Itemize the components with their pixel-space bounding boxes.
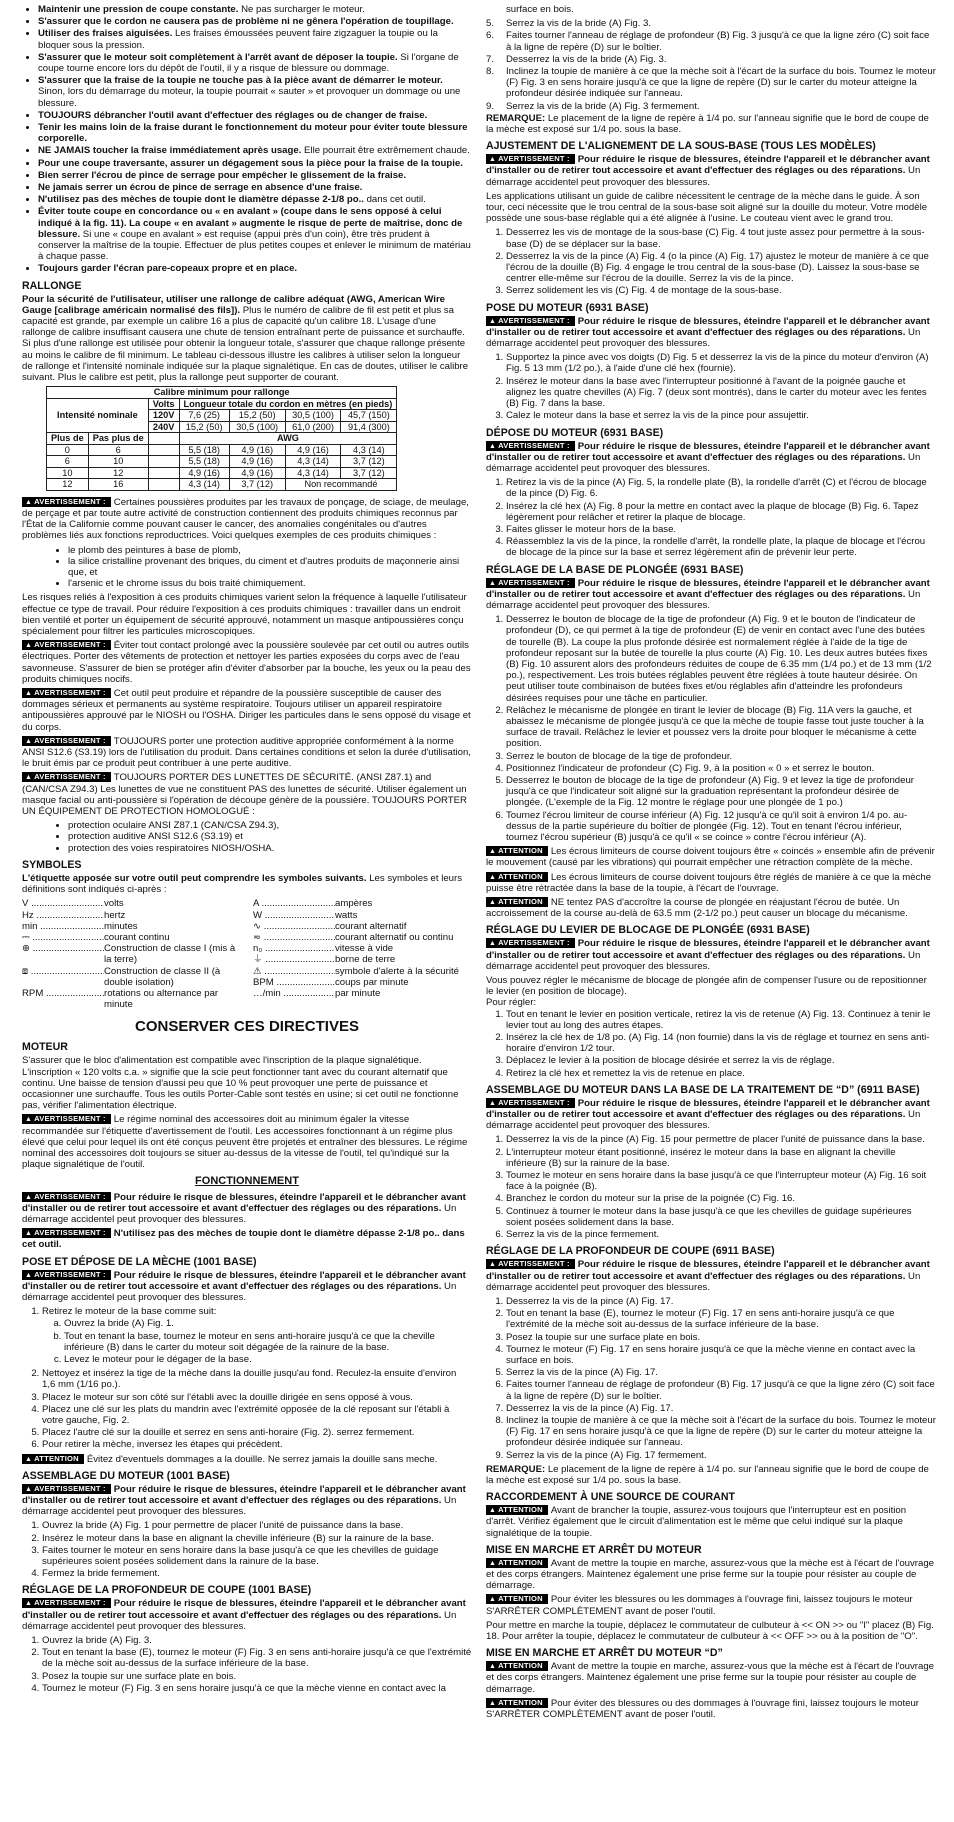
plunge-stroke-attention: ▲ ATTENTION NE tentez PAS d'accroître la course de plongée en réajustant l'écrou de butée. Un accroissement de la course au-delà de 63.5 mm (2-1/2 po.) peut causer un blocage du mécanisme. [486, 897, 908, 920]
list-item: 1. Ouvrez la bride (A) Fig. 3. [42, 1635, 472, 1646]
attention-badge: ▲ ATTENTION [22, 1454, 84, 1464]
assemblage-steps [22, 1520, 472, 1579]
conserver-heading: CONSERVER CES DIRECTIVES [135, 1018, 359, 1036]
unplug-warning: ▲ AVERTISSEMENT : Pour réduire le risque de blessures, éteindre l'appareil et le débrancher avant d'installer ou de retirer tout accessoire et avant d'effectuer des réglages ou des réparations. Un démarrage accidentel peut provoquer des blessures. [486, 440, 930, 474]
warning-badge: ▲ AVERTISSEMENT : [22, 1270, 111, 1280]
unplug-warning: ▲ AVERTISSEMENT : Pour réduire le risque de blessures, éteindre l'appareil et le débrancher avant d'installer ou de retirer tout accessoire et avant d'effectuer des réglages ou des réparations. Un démarrage accidentel peut provoquer des blessures. [486, 577, 930, 611]
profondeur-steps-cont [486, 18, 936, 112]
cancer-warning: ▲ AVERTISSEMENT : Certaines poussières produites par les travaux de ponçage, de sciage, de meulage, de perçage et par toute autre activité de construction contiennent des produits chimiques reconnus par l'État de la Californie comme pouvant causer le cancer, des anomalies congénitales ou d'autres problèmes liés aux fonctions reproductrices. Voici quelques exemples de ces produits chimiques : [22, 496, 469, 542]
warning-badge: ▲ AVERTISSEMENT : [22, 1192, 111, 1202]
unplug-warning: ▲ AVERTISSEMENT : Pour réduire le risque de blessures, éteindre l'appareil et le débrancher avant d'installer ou de retirer tout accessoire et avant d'effectuer des réglages ou des réparations. Un démarrage accidentel peut provoquer des blessures. [486, 315, 930, 350]
list-item: 5. Serrez la vis de la pince (A) Fig. 17. [506, 1367, 936, 1378]
raccordement-attention: ▲ ATTENTION Avant de brancher la toupie, assurez-vous toujours que l'interrupteur est en position d'arrêt. Vérifiez également que le circuit d'alimentation est le même que celui indiqué sur la plaque signalétique de la toupie. [486, 1505, 907, 1539]
warning-badge: ▲ AVERTISSEMENT : [22, 497, 111, 507]
remarque-2: REMARQUE: Le placement de la ligne de repère à 1/4 po. sur l'anneau signifie que le bord de coupe de la mèche est exposé sur 1/4 po. sous la base. [486, 1463, 929, 1486]
ajustement-steps [486, 227, 936, 296]
list-item: 3. Serrez solidement les vis (C) Fig. 4 de montage de la sous-base. [506, 285, 936, 296]
list-item: 7. Desserrez la vis de la bride (A) Fig. 3. [486, 53, 667, 65]
list-item: • la silice cristalline provenant des briques, du ciment et d'autres produits de maçonnerie ainsi que, et [68, 556, 472, 578]
chemicals-list [22, 545, 472, 590]
list-item: 4. Réassemblez la vis de la pince, la rondelle d'arrêt, la rondelle plate, la plaque de blocage et l'écrou de blocage de la pince sur la base et serrez légèrement afin de prévenir leur perte. [506, 536, 936, 558]
list-item: 5. Desserrez le bouton de blocage de la tige de profondeur (A) Fig. 9 et levez la tige de profondeur jusqu'à ce que l'indicateur soit aligné sur la graduation représentant la profondeur désirée de plongée. (L'exemple de la Fig. 12 montre le réglage pour une plongée de 1 po.) [506, 775, 936, 809]
warning-badge: ▲ AVERTISSEMENT : [22, 772, 111, 782]
marche-d-heading: MISE EN MARCHE ET ARRÊT DU MOTEUR “D” [486, 1647, 723, 1660]
list-item: • S'assurer que le cordon ne causera pas de problème ni ne gênera l'opération de toupillage. [38, 16, 472, 27]
list-item: 7. Desserrez la vis de la pince (A) Fig. 17. [506, 1403, 936, 1414]
warning-badge: ▲ AVERTISSEMENT : [486, 578, 575, 588]
warning-badge: ▲ AVERTISSEMENT : [486, 938, 575, 948]
list-item: • protection des voies respiratoires NIOSH/OSHA. [68, 843, 472, 854]
list-item: 8. Inclinez la toupie de manière à ce que la mèche soit à l'écart de la surface du bois. Tournez le moteur (F) Fig. 17 en sens horaire jusqu'à ce que la ligne de repère (D) sur le carter du moteur atteigne la profondeur désirée indiquée sur l'anneau. [506, 1415, 936, 1449]
levier-heading: RÉGLAGE DU LEVIER DE BLOCAGE DE PLONGÉE (6931 BASE) [486, 924, 810, 937]
list-item: 2. Tout en tenant la base (E), tournez le moteur (F) Fig. 3 en sens anti-horaire jusqu'à ce que l'extrémité de la mèche soit au-dessus de la surface inférieure de la base. [42, 1647, 472, 1669]
safety-bullets [22, 4, 472, 275]
douille-attention: ▲ ATTENTION Évitez d'eventuels dommages a la douille. Ne serrez jamais la douille sans meche. [22, 1454, 472, 1465]
unplug-warning: ▲ AVERTISSEMENT : Pour réduire le risque de blessures, éteindre l'appareil et le débrancher avant d'installer ou de retirer tout accessoire et avant d'effectuer des réglages ou des réparations. Un démarrage accidentel peut provoquer des blessures. [486, 938, 930, 972]
attention-badge: ▲ ATTENTION [486, 1698, 548, 1708]
list-item: 2. Tout en tenant la base (E), tournez le moteur (F) Fig. 17 en sens anti-horaire jusqu'à ce que l'extrémité de la mèche soit au-dessus de la surface inférieure de la base. [506, 1308, 936, 1330]
warning-badge: ▲ AVERTISSEMENT : [22, 736, 111, 746]
attention-badge: ▲ ATTENTION [486, 1505, 548, 1515]
profondeur-steps [22, 1635, 472, 1694]
list-item: 6. Tournez l'écrou limiteur de course inférieur (A) Fig. 12 jusqu'à ce qu'il soit à environ 1/4 po. au-dessus de la partie supérieure du boîtier de plongée (Fig. 12). Tout en tenant l'écrou inférieur, tournez l'écrou supérieur (B) jusqu'à ce qu'il « se coince » contre l'écrou inférieur (A). [506, 810, 936, 844]
plongee-heading: RÉGLAGE DE LA BASE DE PLONGÉE (6931 BASE) [486, 563, 744, 576]
list-item: 5. Placez l'autre clé sur la douille et serrez en sens anti-horaire (Fig. 2). serrez fermement. [42, 1427, 472, 1438]
symbol-row: ≂ ..... courant alternatif ou continu [253, 932, 472, 943]
risk-paragraph: Les risques reliés à l'exposition à ces produits chimiques varient selon la fréquence à laquelle l'utilisateur effectue ce type de travail. Pour réduire l'exposition à ces produits chimiques : travailler dans un endroit bien ventilé et porter un équipement de sécurité approuvé, notamment un masque antipoussières conçu spécialement pour filtrer les particules microscopiques. [22, 592, 467, 638]
list-item: • N'utilisez pas des mèches de toupie dont le diamètre dépasse 2-1/8 po.. dans cet outil. [38, 194, 472, 205]
left-column [22, 4, 472, 1818]
list-item: 1. Desserrez les vis de montage de la sous-base (C) Fig. 4 tout juste assez pour permettre à la sous-base (D) de se déplacer sur la base. [506, 227, 936, 249]
list-item: • Utiliser des fraises aiguisées. Les fraises émoussées peuvent faire zigzaguer la toupie ou la bloquer sous la pression. [38, 28, 472, 50]
marche-d-attention-2: ▲ ATTENTION Pour éviter des blessures ou des dommages à l'ouvrage fini, laissez toujours le moteur S'ARRÊTER COMPLÈTEMENT avant de poser l'outil. [486, 1697, 920, 1720]
list-item: 2. Desserrez la vis de la pince (A) Fig. 4 (o la pince (A) Fig. 17) ajustez le moteur de manière à ce que l'écrou de la douille (B) Fig. 4 engage le trou central de la sous-base (D). Laissez la sous-base se centrer elle-même sur l'écrou de la douille. Serrez la vis de la pince. [506, 251, 936, 285]
list-item: b. Tout en tenant la base, tournez le moteur en sens anti-horaire jusqu'à ce que la cheville inférieure (B) dans le carter du moteur soit dégagée de la rainure de la base. [64, 1331, 472, 1353]
list-item: • S'assurer que le moteur soit complètement à l'arrêt avant de déposer la toupie. Si l'organe de coupe tourne encore lors du dépôt de l'outil, il y a risque de blessure ou dommage. [38, 52, 472, 74]
depose-moteur-heading: DÉPOSE DU MOTEUR (6931 BASE) [486, 426, 664, 439]
moteur-paragraph: S'assurer que le bloc d'alimentation est compatible avec l'inscription de la plaque signalétique. L'inscription « 120 volts c.a. » signifie que la scie peut fonctionner tant avec du courant alternatif que continu. Une baisse de tension d'aussi peu que 10 % peut provoquer une perte de puissance et occasionner une surchauffe. Tous les outils Porter-Cable sont testés en usine; si cet outil ne fonctionne pas, vérifier l'alimentation électrique. [22, 1055, 459, 1112]
list-item: 3. Calez le moteur dans la base et serrez la vis de la pince pour assujettir. [506, 410, 936, 421]
list-item: 6. Faites tourner l'anneau de réglage de profondeur (B) Fig. 3 jusqu'à ce que la ligne zéro (C) soit face à la ligne de repère (D) sur le boîtier. [486, 30, 930, 53]
list-item: • l'arsenic et le chrome issus du bois traité chimiquement. [68, 578, 472, 589]
symbol-row: n₀ ..... vitesse à vide [253, 943, 472, 954]
warning-badge: ▲ AVERTISSEMENT : [22, 1114, 111, 1124]
bit-diameter-warning: ▲ AVERTISSEMENT : N'utilisez pas des mèches de toupie dont le diamètre dépasse 2-1/8 po.. dans cet outil. [22, 1228, 465, 1251]
pour-regler: Pour régler: [486, 997, 537, 1009]
list-item: 2. L'interrupteur moteur étant positionné, insérez le moteur dans la base en alignant la cheville inférieure (B) sur la rainure de la base. [506, 1147, 936, 1169]
unplug-warning: ▲ AVERTISSEMENT : Pour réduire le risque de blessures, éteindre l'appareil et le débrancher avant d'installer ou de retirer tout accessoire et avant d'effectuer des réglages ou des réparations. Un démarrage accidentel peut provoquer des blessures. [486, 1097, 930, 1132]
marche-d-attention: ▲ ATTENTION Avant de mettre la toupie en marche, assurez-vous que la mèche est à l'écart de l'ouvrage et des corps étrangers. Maintenez également une prise ferme sur la toupie pour résister au couple de démarrage. [486, 1661, 935, 1695]
pose-steps-rest [22, 1368, 472, 1450]
eye-warning: ▲ AVERTISSEMENT : TOUJOURS PORTER DES LUNETTES DE SÉCURITÉ. (ANSI Z87.1) and (CAN/CSA Z94.3) Les lunettes de vue ne constituent PAS des lunettes de sécurité. Utiliser également un masque facial ou anti-poussière si l'opération de découpe génère de la poussière. TOUJOURS PORTER UN ÉQUIPEMENT DE PROTECTION HOMOLOGUÉ : [22, 772, 467, 818]
attention-badge: ▲ ATTENTION [486, 846, 548, 856]
warning-badge: ▲ AVERTISSEMENT : [486, 441, 575, 451]
list-item: 4. Fermez la bride fermement. [42, 1568, 472, 1579]
fonctionnement-heading: FONCTIONNEMENT [195, 1175, 299, 1188]
attention-badge: ▲ ATTENTION [486, 897, 548, 907]
list-item: 5. Serrez la vis de la bride (A) Fig. 3. [486, 18, 652, 30]
table-row: 0 6 5,5 (18) 4,9 (16) 4,9 (16) 4,3 (14) [47, 444, 397, 456]
respiratory-warning: ▲ AVERTISSEMENT : Cet outil peut produire et répandre de la poussière susceptible de causer des dommages sérieux et permanents au système respiratoire. Toujours utiliser un appareil respiratoire antipoussières approuvé par le NIOSH ou l'OSHA. Diriger les particules dans le sens opposé du visage et du corps. [22, 688, 471, 733]
list-item: 1. Retirez la vis de la pince (A) Fig. 5, la rondelle plate (B), la rondelle d'arrêt (C) et l'écrou de blocage de la pince (D) Fig. 6. [506, 477, 936, 499]
list-item: 1. Supportez la pince avec vos doigts (D) Fig. 5 et desserrez la vis de la pince du moteur d'environ (A) Fig. 5 13 mm (1/2 po.), à l'aide d'une clé hex (fournie). [506, 352, 936, 374]
levier-paragraph: Vous pouvez régler le mécanisme de blocage de plongée afin de compenser l'usure ou de repositionner le levier (en position de blocage). [486, 975, 927, 998]
list-item: 2. Insérez le moteur dans la base en alignant la cheville inférieure (B) sur la rainure de la base. [42, 1533, 472, 1544]
pose-moteur-steps [486, 352, 936, 421]
marche-attention-2: ▲ ATTENTION Pour éviter les blessures ou les dommages à l'ouvrage fini, laissez toujours le moteur S'ARRÊTER COMPLÈTEMENT avant de poser l'outil. [486, 1594, 913, 1617]
warning-badge: ▲ AVERTISSEMENT : [22, 1484, 111, 1494]
stop-nuts-attention: ▲ ATTENTION Les écrous limiteurs de course doivent toujours être « coincés » ensemble afin de prévenir le mouvement (causé par les vibrations) qui pourrait empêcher une rétraction complète de la mèche. [486, 846, 935, 869]
list-item: 1. Desserrez la vis de la pince (A) Fig. 17. [506, 1296, 936, 1307]
list-item: 3. Tournez le moteur en sens horaire dans la base jusqu'à ce que l'interrupteur moteur (A) Fig. 16 soit face à la poignée (B). [506, 1170, 936, 1192]
list-item: 6. Faites tourner l'anneau de réglage de profondeur (B) Fig. 17 jusqu'à ce que la ligne zéro (C) soit face à la ligne de repère (D) sur le boîtier. [506, 1379, 936, 1401]
list-item: c. Levez le moteur pour le dégager de la base. [64, 1354, 472, 1365]
raccordement-heading: RACCORDEMENT À UNE SOURCE DE COURANT [486, 1491, 735, 1504]
list-item: 1. Desserrez la vis de la pince (A) Fig. 15 pour permettre de placer l'unité de puissance dans la base. [506, 1134, 936, 1145]
symbol-row: V ..... volts [22, 898, 241, 909]
levier-steps [486, 1009, 936, 1079]
pose-moteur-heading: POSE DU MOTEUR (6931 BASE) [486, 301, 649, 314]
list-item: • Tenir les mains loin de la fraise durant le fonctionnement du moteur pour éviter toute blessure corporelle. [38, 122, 472, 144]
assemblage-d-steps [486, 1134, 936, 1240]
continued-step: surface en bois. [506, 4, 574, 15]
rallonge-intro: Pour la sécurité de l'utilisateur, utiliser une rallonge de calibre adéquat (AWG, American Wire Gauge [calibrage américain normalisé des fils]). Plus le numéro de calibre de fil est petit et plus sa capacité est grande, par exemple un calibre 16 a plus de capacité qu'un calibre 18. L'usage d'une rallonge de calibre insuffisant causera une chute de tension entraînant perte de puissance et surchauffe. Si plus d'une rallonge est utilisée pour obtenir la longueur totale, s'assurer que chaque rallonge présente au moins le calibre de fil minimum. Le tableau ci-dessous illustre les calibres à utiliser selon la longueur de rallonge et l'intensité nominale indiquée sur la plaque signalétique. En cas de doutes, utiliser le calibre suivant. Plus le calibre est petit, plus la rallonge peut supporter de courant. [22, 293, 469, 384]
list-item: 1. Retirez le moteur de la base comme suit: a. Ouvrez la bride (A) Fig. 1. b. Tout en tenant la base, tournez le moteur en sens anti-horaire jusqu'à ce que la cheville inférieure (B) dans le carter du moteur soit dégagée de la rainure de la base. c. Levez le moteur pour le dégager de la base. [42, 1306, 472, 1365]
list-item: 3. Déplacez le levier à la position de blocage désirée et serrez la vis de réglage. [506, 1055, 936, 1066]
list-item: • S'assurer que la fraise de la toupie ne touche pas à la pièce avant de démarrer le moteur. Sinon, lors du démarrage du moteur, la toupie pourrait « sauter » et provoquer un dommage ou une blessure. [38, 75, 472, 109]
list-item: 3. Faites tourner le moteur en sens horaire dans la base jusqu'à ce que les chevilles de guidage supérieures soient posées solidement dans la rainure de la base. [42, 1545, 472, 1567]
symbol-row: ⊕ ..... Construction de classe I (mis à la terre) [22, 943, 241, 965]
pose-substeps [42, 1318, 472, 1365]
unplug-warning: ▲ AVERTISSEMENT : Pour réduire le risque de blessures, éteindre l'appareil et le débrancher avant d'installer ou de retirer tout accessoire et avant d'effectuer des réglages ou des réparations. Un démarrage accidentel peut provoquer des blessures. [486, 154, 930, 188]
marche-heading: MISE EN MARCHE ET ARRÊT DU MOTEUR [486, 1543, 702, 1556]
pose-steps [22, 1306, 472, 1365]
rallonge-heading: RALLONGE [22, 279, 82, 292]
list-item: 3. Placez le moteur sur son côté sur l'établi avec la douille dirigée en sens opposé à vous. [42, 1392, 472, 1403]
list-item: 9. Serrez la vis de la bride (A) Fig. 3 fermement. [486, 100, 700, 112]
attention-badge: ▲ ATTENTION [486, 1594, 548, 1604]
list-item: • protection auditive ANSI S12.6 (S3.19) et [68, 831, 472, 842]
list-item: • Maintenir une pression de coupe constante. Ne pas surcharger le moteur. [38, 4, 472, 15]
symbol-row: BPM ..... coups par minute [253, 977, 472, 988]
list-item: 2. Insérez la clé hex de 1/8 po. (A) Fig. 14 (non fournie) dans la vis de réglage et tournez en sens anti-horaire d'environ 1/2 tour. [506, 1032, 936, 1054]
symbol-row: …/min ..... par minute [253, 988, 472, 999]
list-item: 3. Faites glisser le moteur hors de la base. [506, 524, 936, 535]
marche-attention: ▲ ATTENTION Avant de mettre la toupie en marche, assurez-vous que la mèche est à l'écart de l'ouvrage et des corps étrangers. Maintenez également une prise ferme sur la toupie pour résister au couple de démarrage. [486, 1557, 935, 1592]
symboles-heading: SYMBOLES [22, 858, 82, 871]
list-item: 2. Insérez la clé hex (A) Fig. 8 pour la mettre en contact avec la plaque de blocage (B) Fig. 6. Tapez légèrement pour relâcher et retirer la plaque de blocage. [506, 501, 936, 523]
list-item: 4. Positionnez l'indicateur de profondeur (C) Fig. 9, à la position « 0 » et serrez le bouton. [506, 763, 936, 774]
list-item: • Ne jamais serrer un écrou de pince de serrage en absence d'une fraise. [38, 182, 472, 193]
stop-nuts-attention-2: ▲ ATTENTION Les écrous limiteurs de course doivent toujours être réglés de manière à ce que la mèche puisse être rétractée dans la base de la toupie, à l'écart de l'ouvrage. [486, 871, 932, 894]
ajustement-paragraph: Les applications utilisant un guide de calibre nécessitent le centrage de la mèche dans le guide. À son tour, ceci nécessite que le trou central de la sous-base soit aligné sur la douille du moteur. Votre modèle possède une sous-base réglable qui a été alignée à l'usine. Le couteau vient avec le grand trou. [486, 190, 928, 225]
pose-meche-heading: POSE ET DÉPOSE DE LA MÈCHE (1001 BASE) [22, 1255, 257, 1268]
list-item: 4. Branchez le cordon du moteur sur la prise de la poignée (C) Fig. 16. [506, 1193, 936, 1204]
symbol-row: ∿ ..... courant alternatif [253, 921, 472, 932]
list-item: 9. Serrez la vis de la pince (A) Fig. 17 fermement. [506, 1450, 936, 1461]
right-column [486, 4, 936, 1818]
depose-moteur-steps [486, 477, 936, 558]
list-item: • le plomb des peintures à base de plomb, [68, 545, 472, 556]
table-row: 12 16 4,3 (14) 3,7 (12) Non recommandé [47, 479, 397, 491]
plongee-steps [486, 614, 936, 843]
extension-cord-table: Calibre minimum pour rallonge Intensité nominale Volts Longueur totale du cordon en mètres (en pieds) 120V 7,6 (25) 15,2 (50) 30,5 (100) 45,7 (150) 240V 15,2 (50) 30,5 (100) 61,0 (200) 91,4 (300) Plus de Pas plus de AWG 0 6 5,5 (18) 4,9 (16) 4,9 (16) 4,3 (14) 6 10 5,5 (18) 4,9 (16) 4,3 (14) 3,7 (12) 10 12 4,9 (16) 4,9 (16) 4,3 (14) 3,7 (12) 12 16 4,3 (14) 3,7 (12) Non recommandé [46, 386, 397, 491]
profondeur-heading: RÉGLAGE DE LA PROFONDEUR DE COUPE (1001 BASE) [22, 1584, 312, 1597]
list-item: 4. Placez une clé sur les plats du mandrin avec l'extrémité opposée de la clé reposant sur l'établi à votre gauche, Fig. 2. [42, 1404, 472, 1426]
list-item: 2. Nettoyez et insérez la tige de la mèche dans la douille jusqu'au fond. Reculez-la ensuite d'environ 1,6 mm (1/16 po.). [42, 1368, 472, 1390]
unplug-warning: ▲ AVERTISSEMENT : Pour réduire le risque de blessures, éteindre l'appareil et le débrancher avant d'installer ou de retirer tout accessoire et avant d'effectuer des réglages ou des réparations. Un démarrage accidentel peut provoquer des blessures. [22, 1483, 466, 1518]
moteur-heading: MOTEUR [22, 1041, 68, 1054]
symbol-row: ⧈ ..... Construction de classe II (à double isolation) [22, 966, 241, 988]
symboles-intro: L'étiquette apposée sur votre outil peut comprendre les symboles suivants. Les symboles et leurs définitions sont indiqués ci-après : [22, 872, 462, 896]
unplug-warning: ▲ AVERTISSEMENT : Pour réduire le risque de blessures, éteindre l'appareil et le débrancher avant d'installer ou de retirer tout accessoire et avant d'effectuer des réglages ou des réparations. Un démarrage accidentel peut provoquer des blessures. [22, 1269, 466, 1303]
list-item: 3. Posez la toupie sur une surface plate en bois. [42, 1671, 472, 1682]
list-item: 3. Serrez le bouton de blocage de la tige de profondeur. [506, 751, 936, 762]
list-item: 2. Insérez le moteur dans la base avec l'interrupteur positionné à l'avant de la poignée gauche et alignez les quatre chevilles (A) Fig. 7 (deux sont montrés), dans le carter du moteur avec les fentes (B) Fig. 7 dans la base. [506, 376, 936, 410]
dust-contact-warning: ▲ AVERTISSEMENT : Éviter tout contact prolongé avec la poussière soulevée par cet outil ou autres outils électriques. Porter des vêtements de protection et nettoyer les parties exposées du corps avec de l'eau savonneuse. S'assurer de bien se protéger afin d'éviter d'absorber par la bouche, les yeux ou la peau des produits chimiques nocifs. [22, 640, 471, 685]
symbol-row: A ..... ampères [253, 898, 472, 909]
warning-badge: ▲ AVERTISSEMENT : [486, 1098, 575, 1108]
list-item: 1. Tout en tenant le levier en position verticale, retirez la vis de retenue (A) Fig. 13. Continuez à tenir le levier tout au long des autres étapes. [506, 1009, 936, 1031]
list-item: 4. Tournez le moteur (F) Fig. 17 en sens horaire jusqu'à ce que la mèche vienne en contact avec la surface en bois. [506, 1344, 936, 1366]
list-item: 1. Ouvrez la bride (A) Fig. 1 pour permettre de placer l'unité de puissance dans la base. [42, 1520, 472, 1531]
warning-badge: ▲ AVERTISSEMENT : [22, 640, 111, 650]
ajustement-heading: AJUSTEMENT DE L'ALIGNEMENT DE LA SOUS-BASE (TOUS LES MODÈLES) [486, 140, 876, 153]
warning-badge: ▲ AVERTISSEMENT : [22, 1598, 111, 1608]
list-item: 4. Retirez la clé hex et remettez la vis de retenue en place. [506, 1068, 936, 1079]
list-item: 4. Tournez le moteur (F) Fig. 3 en sens horaire jusqu'à ce que la mèche vienne en contact avec la [42, 1683, 472, 1694]
symbol-row: W ..... watts [253, 910, 472, 921]
list-item: • TOUJOURS débrancher l'outil avant d'effectuer des réglages ou de changer de fraise. [38, 110, 472, 121]
symbol-row: Hz ..... hertz [22, 910, 241, 921]
warning-badge: ▲ AVERTISSEMENT : [22, 1228, 111, 1238]
list-item: 5. Continuez à tourner le moteur dans la base jusqu'à ce que les chevilles de guidage supérieures soient posées solidement dans la base. [506, 1206, 936, 1228]
attention-badge: ▲ ATTENTION [486, 1558, 548, 1568]
unplug-warning: ▲ AVERTISSEMENT : Pour réduire le risque de blessures, éteindre l'appareil et le débrancher avant d'installer ou de retirer tout accessoire et avant d'effectuer des réglages ou des réparations. Un démarrage accidentel peut provoquer des blessures. [22, 1191, 466, 1225]
warning-badge: ▲ AVERTISSEMENT : [486, 154, 575, 164]
assemblage-heading: ASSEMBLAGE DU MOTEUR (1001 BASE) [22, 1469, 230, 1482]
assemblage-d-heading: ASSEMBLAGE DU MOTEUR DANS LA BASE DE LA TRAITEMENT DE “D” (6911 BASE) [486, 1083, 920, 1096]
symbol-row: min ..... minutes [22, 921, 241, 932]
list-item: • Pour une coupe traversante, assurer un dégagement sous la pièce pour la fraise de la toupie. [38, 158, 472, 169]
warning-badge: ▲ AVERTISSEMENT : [486, 316, 575, 326]
profondeur-6911-steps [486, 1296, 936, 1461]
list-item: • Toujours garder l'écran pare-copeaux propre et en place. [38, 263, 472, 274]
list-item: 6. Serrez la vis de la pince fermement. [506, 1229, 936, 1240]
attention-badge: ▲ ATTENTION [486, 872, 548, 882]
list-item: • NE JAMAIS toucher la fraise immédiatement après usage. Elle pourrait être extrêmement chaude. [38, 145, 472, 156]
list-item: 2. Relâchez le mécanisme de plongée en tirant le levier de blocage (B) Fig. 11A vers la gauche, et abaissez le mécanisme de plongée jusqu'à ce que la mèche de toupie fasse tout juste toucher à la surface de travail. Relâchez le levier et poussez vers la droite pour bloquer le mécanisme à cette position. [506, 705, 936, 750]
marche-paragraph: Pour mettre en marche la toupie, déplacez le commutateur de culbuteur à << ON >> ou "I" placez (B) Fig. 18. Pour arrêter la toupie, déplacez le commutateur de culbuteur à << OFF >> ou à la position de "O". [486, 1619, 934, 1642]
list-item: a. Ouvrez la bride (A) Fig. 1. [64, 1318, 472, 1329]
list-item: 8. Inclinez la toupie de manière à ce que la mèche soit à l'écart de la surface du bois. Tournez le moteur (F) Fig. 3 en sens horaire jusqu'à ce que la ligne de repère (D) sur le carter du moteur atteigne la profondeur désirée indiquée sur l'anneau. [486, 66, 936, 100]
list-item: • protection oculaire ANSI Z87.1 (CAN/CSA Z94.3), [68, 820, 472, 831]
symbol-row: ⏚ ..... borne de terre [253, 954, 472, 965]
symbol-row: RPM ..... rotations ou alternance par minute [22, 988, 241, 1010]
symbol-row: ⚠ ..... symbole d'alerte à la sécurité [253, 966, 472, 977]
warning-badge: ▲ AVERTISSEMENT : [22, 688, 111, 698]
protection-list [22, 820, 472, 854]
profondeur-6911-heading: RÉGLAGE DE LA PROFONDEUR DE COUPE (6911 BASE) [486, 1245, 775, 1258]
accessory-speed-warning: ▲ AVERTISSEMENT : Le régime nominal des accessoires doit au minimum égaler la vitesse recommandée sur l'étiquette d'avertissement de l'outil. Les accessoires fonctionnant à un régime plus élevé que celui pour lequel ils ont été conçus peuvent être projetés et entraîner des blessures. Le régime nominal des accessoires doit toujours se situer au-dessus de la vitesse de l'outil, tel qu'indiqué sur la plaque signalétique de l'outil. [22, 1114, 468, 1171]
hearing-warning: ▲ AVERTISSEMENT : TOUJOURS porter une protection auditive appropriée conformément à la norme ANSI S12.6 (S3.19) lors de l'utilisation du produit. Dans certaines conditions et selon la durée d'utilisation, le bruit émis par ce produit peut contribuer à une perte auditive. [22, 735, 471, 770]
symbols-table [22, 898, 472, 1010]
remarque: REMARQUE: Le placement de la ligne de repère à 1/4 po. sur l'anneau signifie que le bord de coupe de la mèche est exposé sur 1/4 po. sous la base. [486, 112, 929, 136]
attention-badge: ▲ ATTENTION [486, 1661, 548, 1671]
list-item: • Bien serrer l'écrou de pince de serrage pour empêcher le glissement de la fraise. [38, 170, 472, 181]
warning-badge: ▲ AVERTISSEMENT : [486, 1259, 575, 1269]
unplug-warning: ▲ AVERTISSEMENT : Pour réduire le risque de blessures, éteindre l'appareil et le débrancher avant d'installer ou de retirer tout accessoire et avant d'effectuer des réglages ou des réparations. Un démarrage accidentel peut provoquer des blessures. [486, 1259, 930, 1293]
list-item: • Éviter toute coupe en concordance ou « en avalant » (coupe dans le sens opposé à celui indiqué à la fig. 11). La coupe « en avalant » augmente le risque de perte de maîtrise, donc de blessure. Si une « coupe en avalant » est requise (appui près d'un coin), être très prudent à conserver la maîtrise de la toupie. Effectuer de plus petites coupes et enlever le minimum de matériau à chaque passe. [38, 206, 472, 262]
unplug-warning: ▲ AVERTISSEMENT : Pour réduire le risque de blessures, éteindre l'appareil et le débrancher avant d'installer ou de retirer tout accessoire et avant d'effectuer des réglages ou des réparations. Un démarrage accidentel peut provoquer des blessures. [22, 1598, 466, 1632]
list-item: 6. Pour retirer la mèche, inversez les étapes qui précèdent. [42, 1439, 472, 1450]
table-row: 6 10 5,5 (18) 4,9 (16) 4,3 (14) 3,7 (12) [47, 456, 397, 468]
list-item: 1. Desserrez le bouton de blocage de la tige de profondeur (A) Fig. 9 et le bouton de l'indicateur de profondeur (D), ce qui permet à la tige de profondeur (E) de venir en contact avec l'une des butées de tourelle (B). La coupe la plus profonde désirée est normalement réglée à l'aide de la tige de profondeur reposant sur la butée de tourelle la plus courte (A) Fig. 10. Les deux autres butées fixes (B) Fig. 10 assurent alors des profondeurs réduites de coupe de 6.35 mm (1/4 po.) et de 13 mm (1/2 po.), respectivement. Les trois butées réglables peuvent être réglées à toute hauteur désirée. On peut utiliser toute combinaison de butées fixes et/ou réglables afin d'atteindre les profondeurs désirées requises pour une tâche en particulier. [506, 614, 936, 704]
list-item: 3. Posez la toupie sur une surface plate en bois. [506, 1332, 936, 1343]
table-row: 10 12 4,9 (16) 4,9 (16) 4,3 (14) 3,7 (12) [47, 467, 397, 479]
symbol-row: ⎓ ..... courant continu [22, 932, 241, 943]
